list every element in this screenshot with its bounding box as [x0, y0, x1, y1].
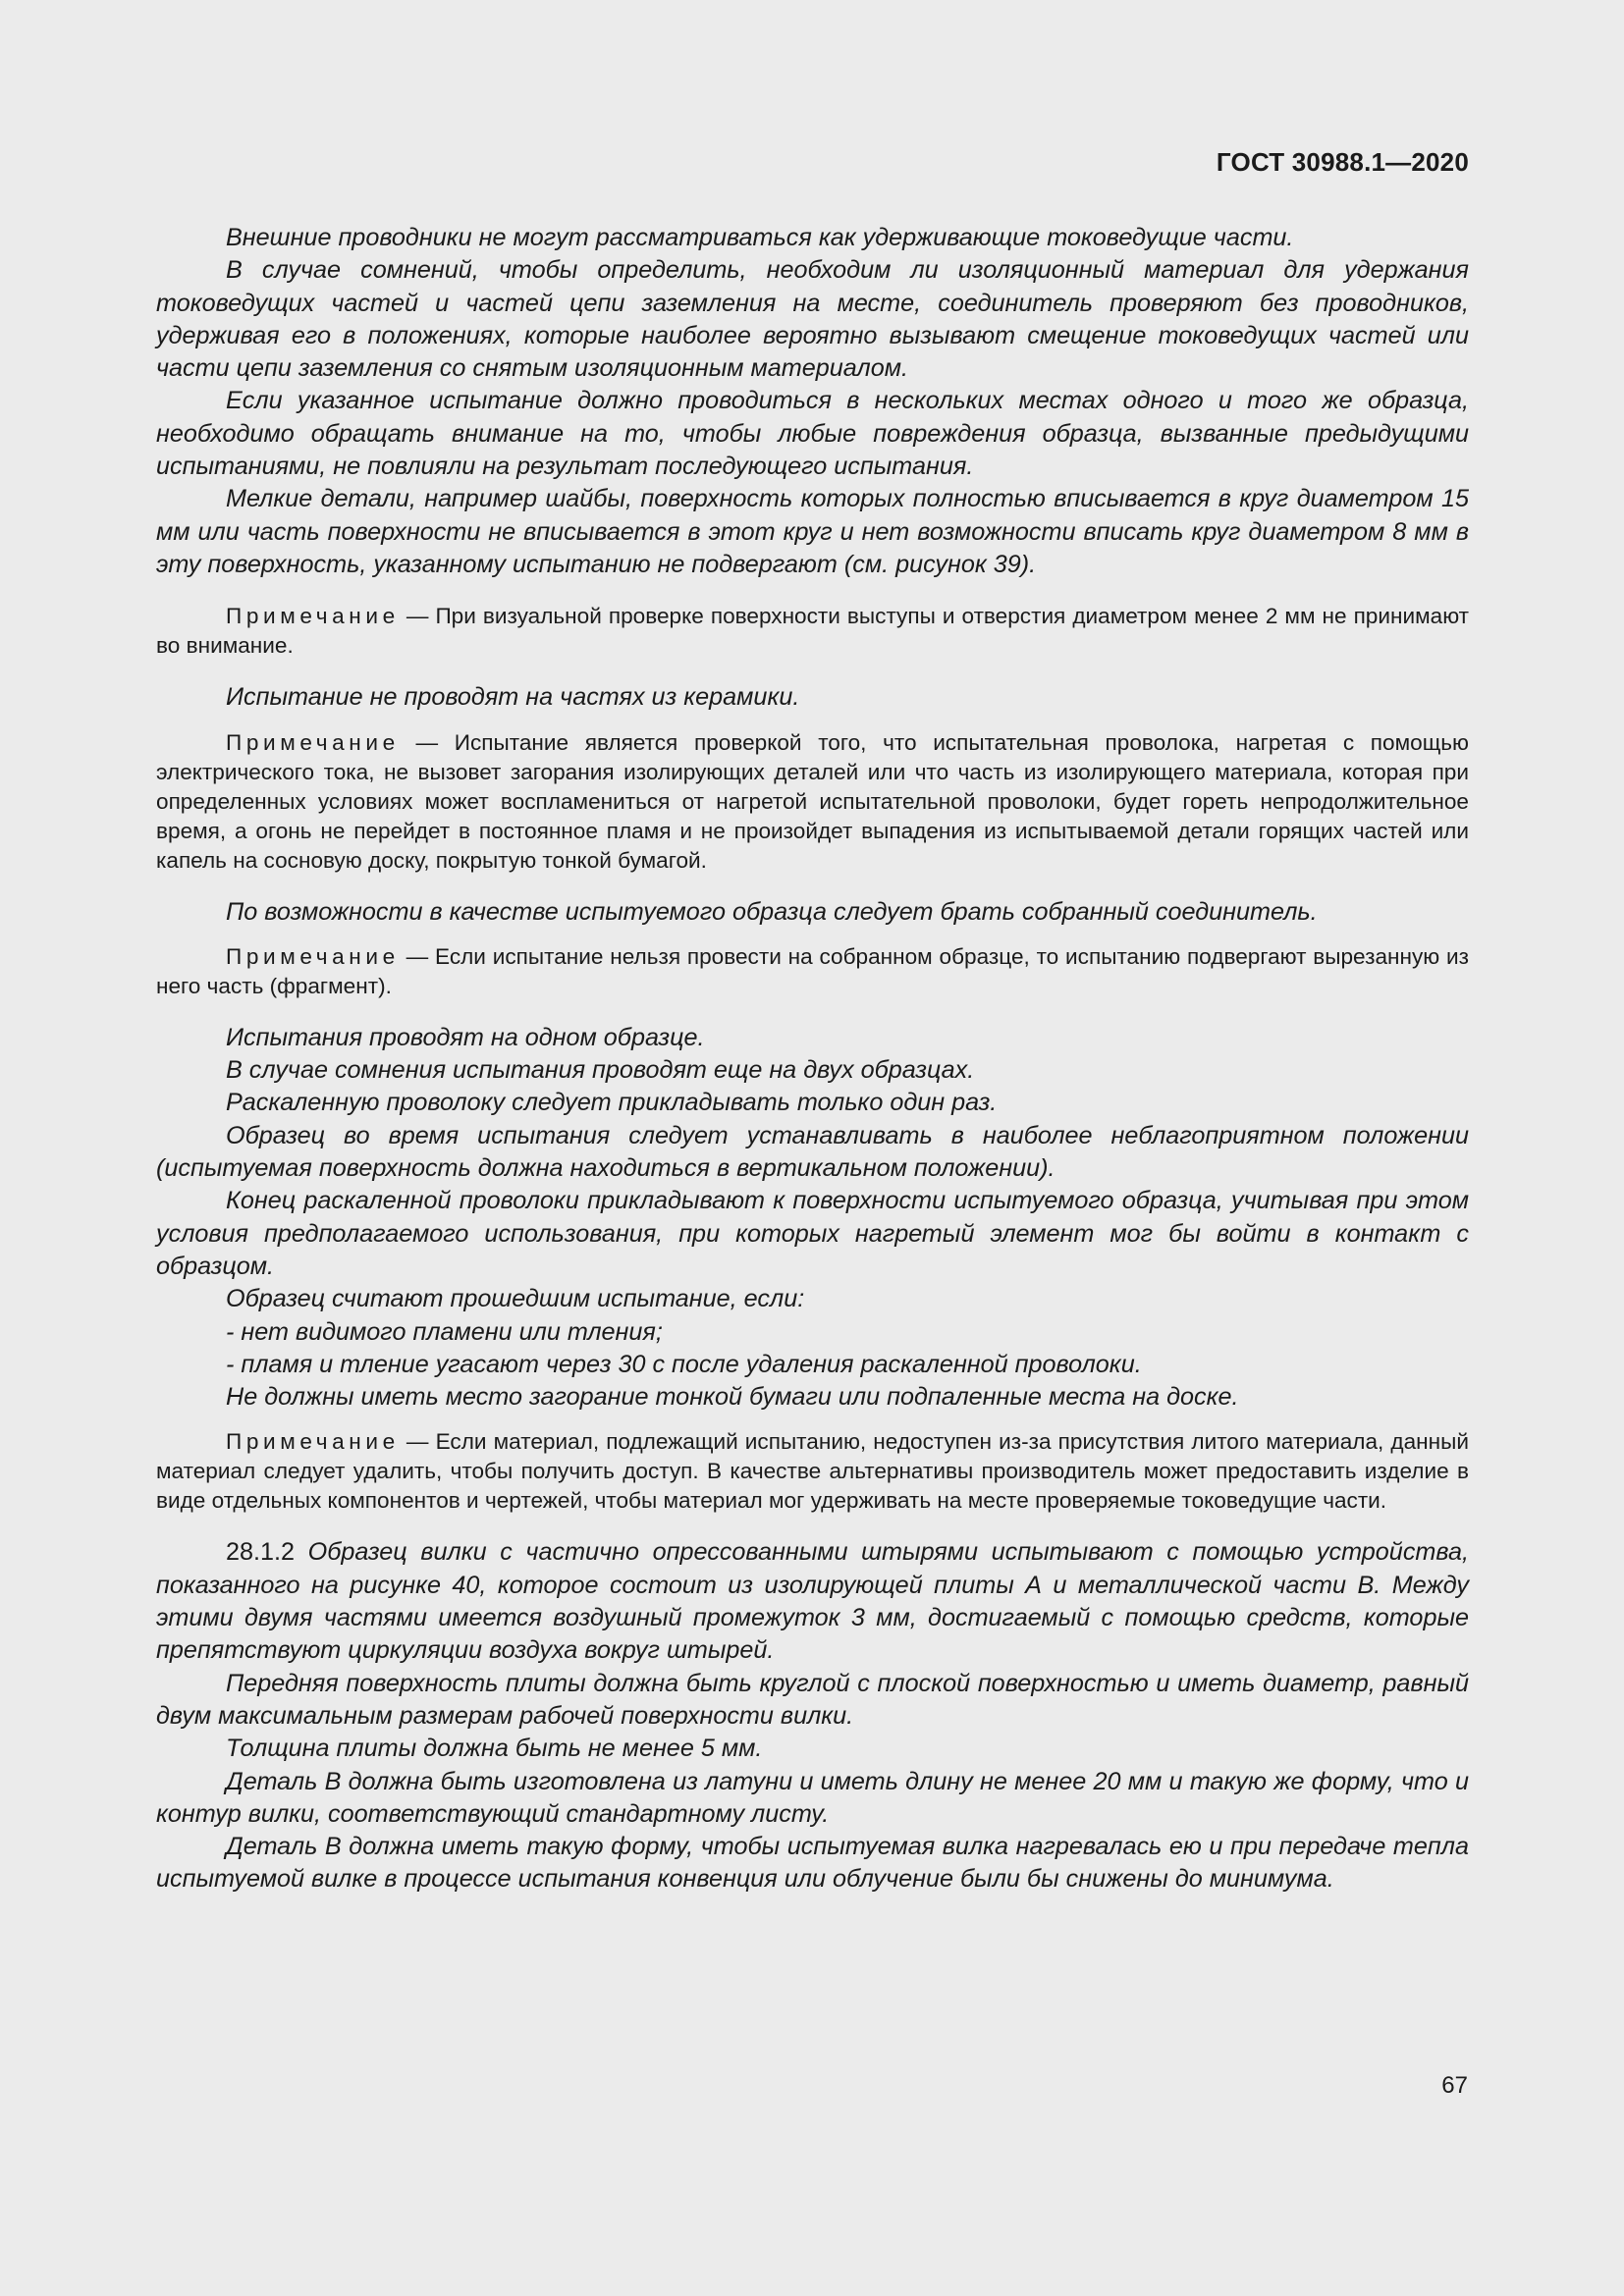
note [156, 602, 1469, 661]
document-body [156, 222, 1469, 1896]
paragraph: Толщина плиты должна быть не менее 5 мм. [226, 1735, 763, 1763]
note-dash: — [406, 943, 429, 969]
note-label: Примечание [226, 604, 400, 629]
paragraph: Не должны иметь место загорание тонкой бумаги или подпаленные места на доске. [226, 1383, 1239, 1412]
paragraph: По возможности в качестве испытуемого образца следует брать собранный соединитель. [226, 897, 1318, 926]
paragraph: Испытание не проводят на частях из керамики. [226, 683, 800, 712]
paragraph: Мелкие детали, например шайбы, поверхность которых полностью вписывается в круг диаметром 15 мм или часть поверхности не вписывается в этот круг и нет возможности вписать круг диаметром 8 мм в эту поверхность, указанному испытанию не подвергают (см. рисунок 39). [156, 485, 1469, 578]
paragraph: Конец раскаленной проволоки прикладывают к поверхности испытуемого образца, учитывая при этом условия предполагаемого использования, при которых нагретый элемент мог бы войти в контакт с образцом. [156, 1187, 1469, 1280]
note-text: Испытание является проверкой того, что испытательная проволока, нагретая с помощью электрического тока, не вызовет загорания изолирующих деталей или что часть из изолирующего материала, которая при определенных условиях может воспламениться от нагретой испытательной проволоки, будет гореть непродолжительное время, а огонь не перейдет в постоянное пламя и не произойдет выпадения из испытываемой детали горящих частей или капель на сосновую доску, покрытую тонкой бумагой. [156, 729, 1470, 873]
note [156, 1427, 1469, 1516]
note-label: Примечание [226, 729, 400, 755]
paragraph: Деталь В должна быть изготовлена из латуни и иметь длину не менее 20 мм и такую же форму, что и контур вилки, соответствующий стандартному листу. [156, 1767, 1469, 1828]
section-number: 28.1.2 [226, 1538, 296, 1567]
note-dash: — [406, 604, 429, 629]
paragraph: Раскаленную проволоку следует прикладывать только один раз. [226, 1089, 998, 1117]
paragraph: Образец во время испытания следует устанавливать в наиболее неблагоприятном положении (испытуемая поверхность должна находиться в вертикальном положении). [156, 1121, 1469, 1183]
paragraph: Испытания проводят на одном образце. [226, 1023, 705, 1051]
paragraph: Внешние проводники не могут рассматриваться как удерживающие токоведущие части. [226, 224, 1294, 251]
note-label: Примечание [226, 943, 400, 969]
note-text: Если материал, подлежащий испытанию, недоступен из-за присутствия литого материала, данный материал следует удалить, чтобы получить доступ. В качестве альтернативы производитель может предоставить изделие в виде отдельных компонентов и чертежей, чтобы материал мог удерживать на месте проверяемые токоведущие части. [156, 1429, 1469, 1514]
paragraph: Деталь В должна иметь такую форму, чтобы испытуемая вилка нагревалась ею и при передаче тепла испытуемой вилке в процессе испытания конвенция или облучение были бы снижены до минимума. [156, 1833, 1469, 1894]
section-text: Образец вилки с частично опрессованными штырями испытывают с помощью устройства, показанного на рисунке 40, которое состоит из изолирующей плиты А и металлической части В. Между этими двумя частями имеется воздушный промежуток 3 мм, достигаемый с помощью средств, которые препятствуют циркуляции воздуха вокруг штырей. [156, 1538, 1469, 1665]
paragraph: Образец считают прошедшим испытание, если: [226, 1285, 805, 1313]
note-dash: — [406, 1429, 429, 1455]
paragraph: Если указанное испытание должно проводиться в нескольких местах одного и того же образца, необходимо обращать внимание на то, чтобы любые повреждения образца, вызванные предыдущими испытаниями, не повлияли на результат последующего испытания. [156, 387, 1469, 481]
paragraph: Передняя поверхность плиты должна быть круглой с плоской поверхностью и иметь диаметр, равный двум максимальным размерам рабочей поверхности вилки. [156, 1669, 1469, 1730]
note-text: Если испытание нельзя провести на собранном образце, то испытанию подвергают вырезанную из него часть (фрагмент). [156, 943, 1470, 998]
list-item: - нет видимого пламени или тления; [226, 1317, 663, 1346]
note [156, 728, 1469, 876]
paragraph [156, 1536, 1469, 1667]
page-number: 67 [1441, 2072, 1468, 2099]
list-item: - пламя и тление угасают через 30 с после удаления раскаленной проволоки. [226, 1350, 1142, 1378]
note-dash: — [415, 729, 439, 755]
note-label: Примечание [226, 1429, 400, 1455]
note-text: При визуальной проверке поверхности выступы и отверстия диаметром менее 2 мм не принимают во внимание. [156, 604, 1469, 659]
paragraph: В случае сомнений, чтобы определить, необходим ли изоляционный материал для удержания токоведущих частей и частей цепи заземления на месте, соединитель проверяют без проводников, удерживая его в положениях, которые наиболее вероятно вызывают смещение токоведущих частей или части цепи заземления со снятым изоляционным материалом. [156, 256, 1469, 383]
note [156, 942, 1469, 1001]
paragraph: В случае сомнения испытания проводят еще на двух образцах. [226, 1056, 975, 1085]
standard-designation: ГОСТ 30988.1—2020 [1216, 147, 1469, 177]
